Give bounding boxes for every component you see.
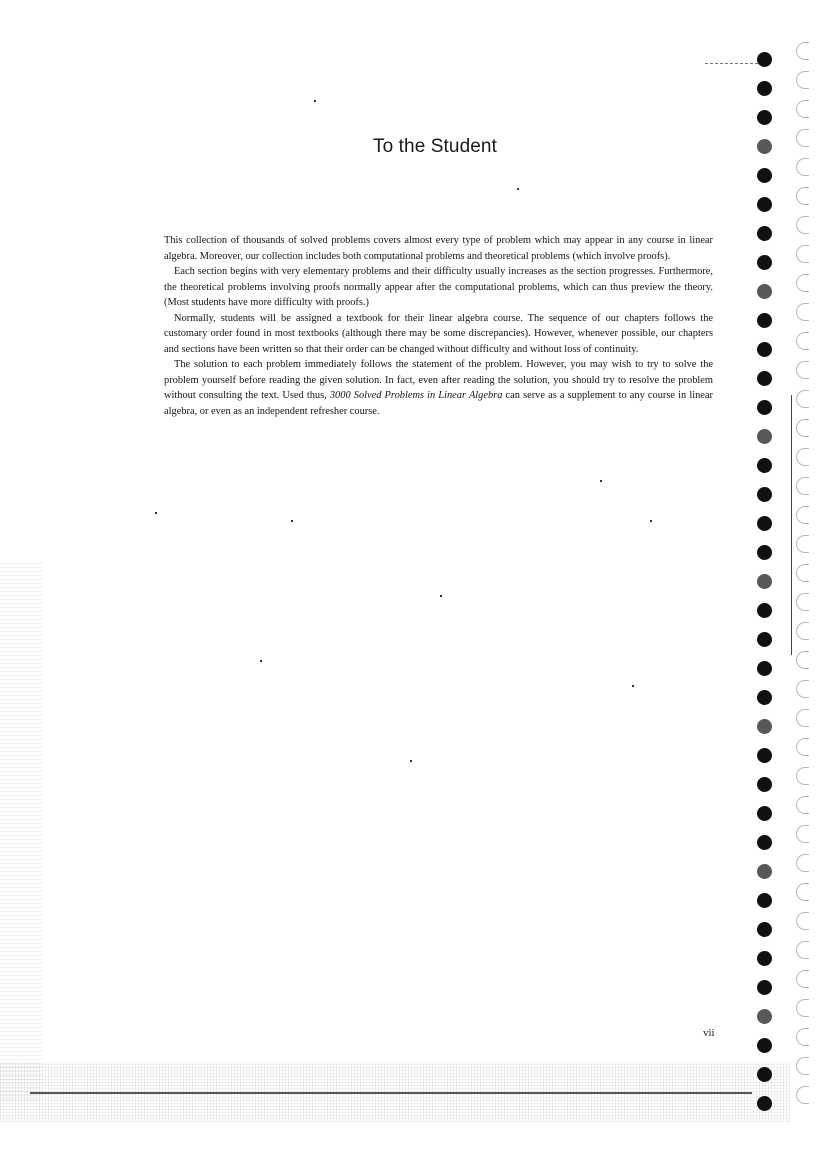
binding-ring bbox=[796, 767, 809, 785]
binding-ring bbox=[796, 129, 809, 147]
binding-ring bbox=[796, 332, 809, 350]
paragraph-4-before: The solution to each problem immediately follows the statement of the problem. However, you may wish to try to solve the problem yourself before reading the given solution. In fact, even after reading the solution, you should try to resolve the problem without consulting the text. Used thus, bbox=[164, 359, 713, 401]
paragraph-4-after: can serve as a supplement to any course in linear algebra, or even as an independent refresher course. bbox=[164, 390, 713, 417]
binding-ring bbox=[796, 535, 809, 553]
binding-hole bbox=[757, 719, 772, 734]
binding-hole bbox=[757, 52, 772, 67]
binding-ring bbox=[796, 883, 809, 901]
binding-ring bbox=[796, 796, 809, 814]
binding-hole bbox=[757, 893, 772, 908]
binding-hole bbox=[757, 197, 772, 212]
paragraph-2: Each section begins with very elementary problems and their difficulty usually increases as the section progresses. Furthermore, the theoretical problems involving proofs normally appear after the computational problems, which can thus preview the theory. (Most students have more difficulty with proofs.) bbox=[164, 266, 713, 308]
binding-ring bbox=[796, 216, 809, 234]
binding-ring bbox=[796, 709, 809, 727]
binding-ring bbox=[796, 245, 809, 263]
scan-speck bbox=[632, 685, 634, 687]
paragraph-3: Normally, students will be assigned a textbook for their linear algebra course. The sequence of our chapters follows the customary order found in most textbooks (although there may be some discrepancies). However, whenever possible, our chapters and sections have been written so that their order can be changed without difficulty and without loss of continuity. bbox=[164, 312, 713, 355]
binding-hole bbox=[757, 516, 772, 531]
binding-hole bbox=[757, 1038, 772, 1053]
binding-ring bbox=[796, 303, 809, 321]
binding-hole bbox=[757, 574, 772, 589]
binding-hole bbox=[757, 777, 772, 792]
binding-hole bbox=[757, 429, 772, 444]
binding-hole bbox=[757, 168, 772, 183]
binding-hole bbox=[757, 661, 772, 676]
scan-speck bbox=[650, 520, 652, 522]
margin-rule bbox=[791, 395, 792, 655]
page-title: To the Student bbox=[373, 136, 497, 157]
binding-ring bbox=[796, 361, 809, 379]
body-text bbox=[164, 233, 713, 419]
binding-hole bbox=[757, 748, 772, 763]
binding-ring bbox=[796, 622, 809, 640]
binding-hole bbox=[757, 371, 772, 386]
binding-ring bbox=[796, 448, 809, 466]
binding-guide-line bbox=[705, 63, 763, 64]
binding-ring bbox=[796, 274, 809, 292]
binding-hole bbox=[757, 690, 772, 705]
binding-ring bbox=[796, 477, 809, 495]
binding-hole bbox=[757, 864, 772, 879]
binding-hole bbox=[757, 980, 772, 995]
binding-ring bbox=[796, 970, 809, 988]
paragraph-1: This collection of thousands of solved problems covers almost every type of problem which may appear in any course in linear algebra. Moreover, our collection includes both computational problems and theoretical problems (which involve proofs). bbox=[164, 235, 713, 262]
binding-hole bbox=[757, 603, 772, 618]
page-number: vii bbox=[703, 1027, 715, 1039]
binding-hole bbox=[757, 1009, 772, 1024]
binding-ring bbox=[796, 419, 809, 437]
binding-hole bbox=[757, 313, 772, 328]
book-title: 3000 Solved Problems in Linear Algebra bbox=[329, 390, 503, 401]
binding-ring bbox=[796, 738, 809, 756]
scan-speck bbox=[260, 660, 262, 662]
scan-speck bbox=[410, 760, 412, 762]
scan-speck bbox=[314, 100, 316, 102]
binding-hole bbox=[757, 110, 772, 125]
binding-hole bbox=[757, 139, 772, 154]
binding-hole bbox=[757, 806, 772, 821]
binding-ring bbox=[796, 42, 809, 60]
scan-speck bbox=[440, 595, 442, 597]
binding-ring bbox=[796, 1057, 809, 1075]
binding-ring bbox=[796, 680, 809, 698]
scan-speck bbox=[291, 520, 293, 522]
page-bottom-edge bbox=[30, 1092, 752, 1094]
binding-ring bbox=[796, 187, 809, 205]
binding-hole bbox=[757, 632, 772, 647]
binding-hole bbox=[757, 487, 772, 502]
paragraph-4 bbox=[164, 357, 713, 419]
scan-speck bbox=[155, 512, 157, 514]
binding-ring bbox=[796, 825, 809, 843]
binding-ring bbox=[796, 1086, 809, 1104]
binding-hole bbox=[757, 545, 772, 560]
scan-noise-left bbox=[0, 560, 42, 1100]
binding-hole bbox=[757, 951, 772, 966]
binding-hole bbox=[757, 1096, 772, 1111]
binding-hole bbox=[757, 400, 772, 415]
binding-hole bbox=[757, 835, 772, 850]
binding-hole bbox=[757, 1067, 772, 1082]
binding-ring bbox=[796, 1028, 809, 1046]
binding-hole bbox=[757, 458, 772, 473]
binding-ring bbox=[796, 390, 809, 408]
binding-ring bbox=[796, 158, 809, 176]
binding-ring bbox=[796, 999, 809, 1017]
binding-hole bbox=[757, 255, 772, 270]
binding-hole bbox=[757, 226, 772, 241]
binding-ring bbox=[796, 941, 809, 959]
binding-ring bbox=[796, 564, 809, 582]
scan-speck bbox=[600, 480, 602, 482]
binding-ring bbox=[796, 854, 809, 872]
binding-ring bbox=[796, 593, 809, 611]
binding-ring bbox=[796, 71, 809, 89]
binding-ring bbox=[796, 651, 809, 669]
binding-ring bbox=[796, 912, 809, 930]
binding-hole bbox=[757, 342, 772, 357]
scan-speck bbox=[517, 188, 519, 190]
binding-hole bbox=[757, 81, 772, 96]
binding-ring bbox=[796, 506, 809, 524]
binding-hole bbox=[757, 284, 772, 299]
binding-ring bbox=[796, 100, 809, 118]
binding-hole bbox=[757, 922, 772, 937]
